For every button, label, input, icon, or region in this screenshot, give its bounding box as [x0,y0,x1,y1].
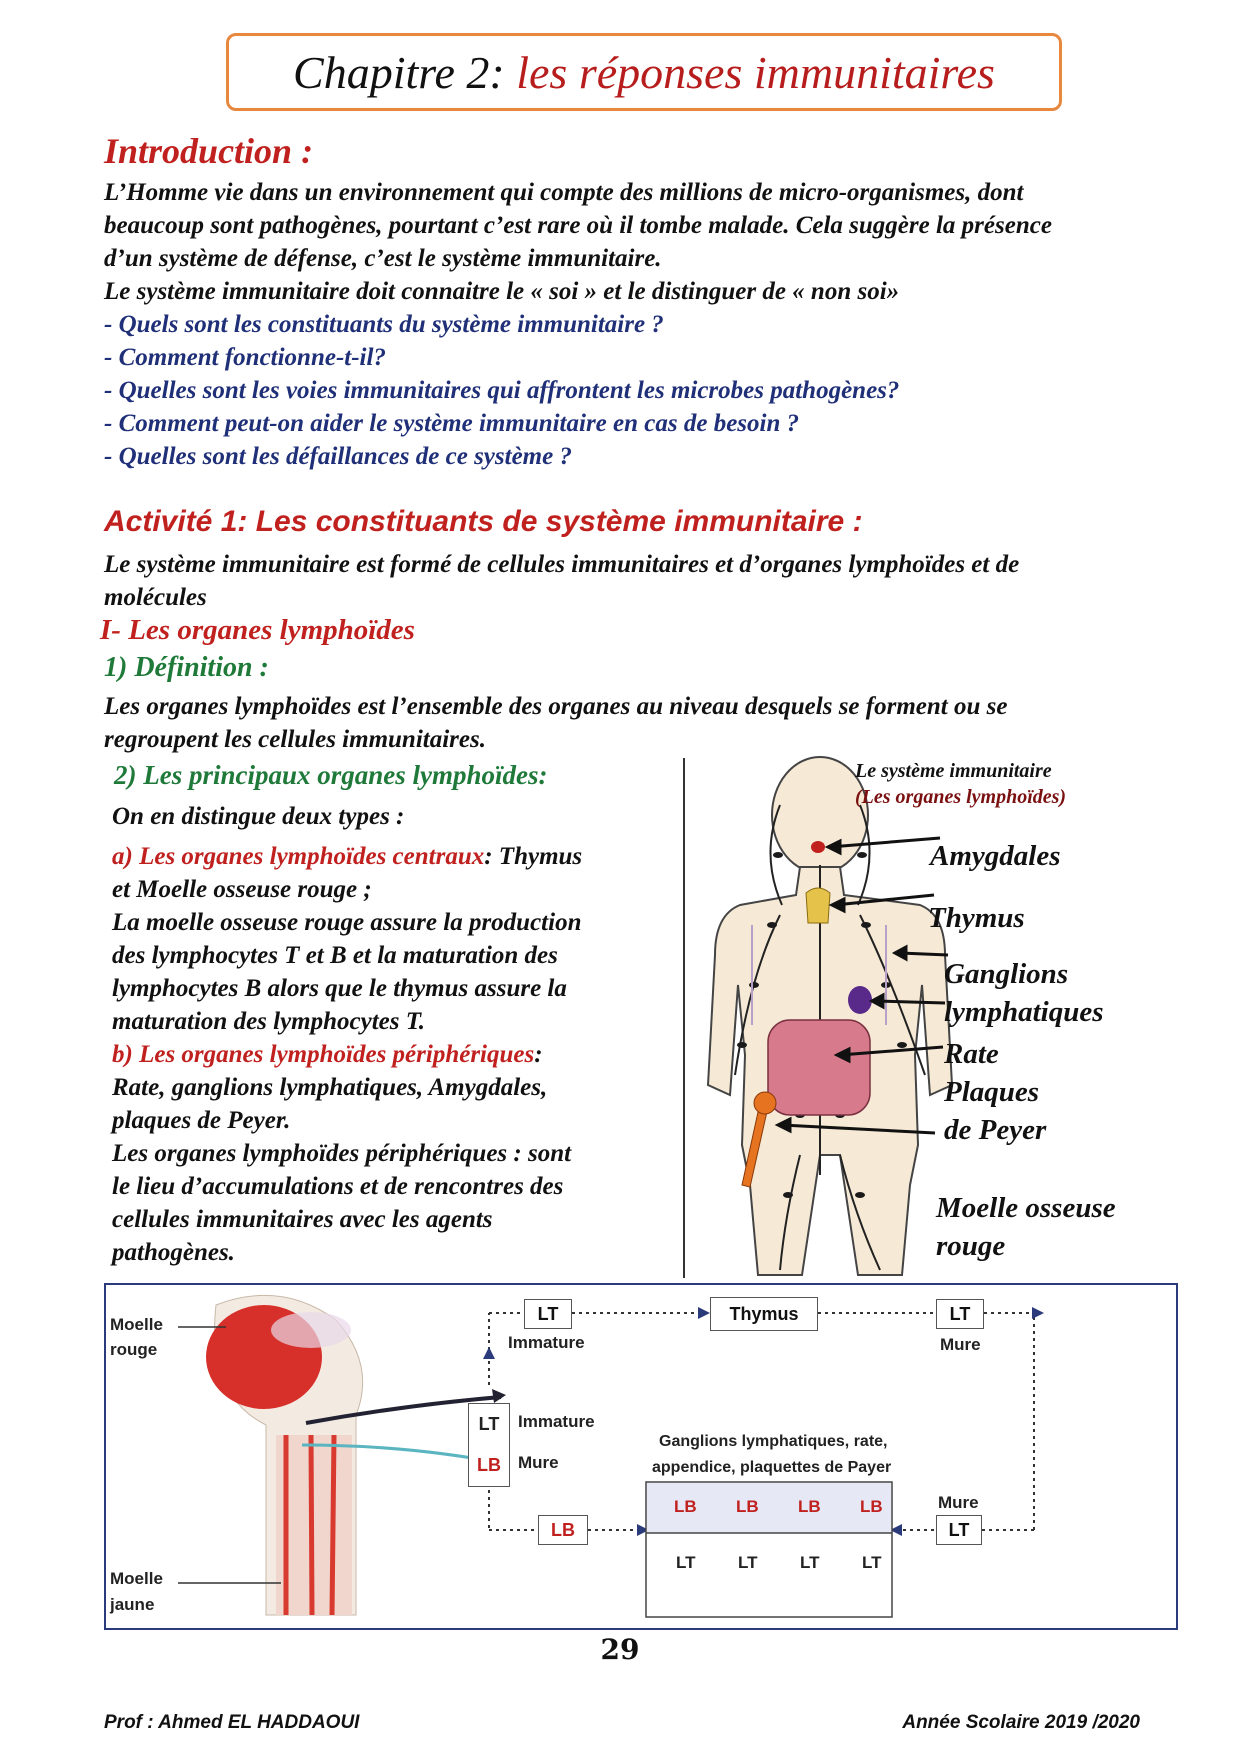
bone-label-moelle-rouge-2: rouge [110,1340,158,1359]
question-2: - Comment fonctionne-t-il? [104,344,386,371]
chapter-title-box [226,33,1062,111]
question-4: - Comment peut-on aider le système immunitaire en cas de besoin ? [104,410,800,437]
label-plaques-1: Plaques [944,1076,1040,1108]
lt-immature-top-box: LT [524,1299,572,1329]
peripheral-organs-line: b) Les organes lymphoïdes périphériques: [112,1041,543,1068]
diagram-graphics [106,1285,1176,1628]
lb-in-organ-3: LB [798,1497,821,1516]
figure-caption-2: (Les organes lymphoïdes) [855,786,1067,808]
page-number: 29 [600,1633,640,1666]
peripheral-organs-label-1: Ganglions lymphatiques, rate, [659,1433,888,1450]
peripheral-line-1: Rate, ganglions lymphatiques, Amygdales, [112,1074,548,1101]
lb-in-organ-4: LB [860,1497,883,1516]
intro-line-3: d’un système de défense, c’est le système immunitaire. [104,245,662,272]
lt-cell-label: LT [478,1414,500,1434]
intro-line-2: beaucoup sont pathogènes, pourtant c’est rare où il tombe malade. Cela suggère la présence [104,212,1052,239]
mure-label-mid: Mure [518,1453,559,1472]
lt-mature-top-box: LT [936,1299,984,1329]
peripheral-line-5: cellules immunitaires avec les agents [112,1206,493,1233]
question-5: - Quelles sont les défaillances de ce système ? [104,443,572,470]
amygdala-shape [811,841,825,853]
immature-label-mid: Immature [518,1412,595,1431]
section-I-heading: I- Les organes lymphoïdes [100,614,415,646]
activity-line-2: molécules [104,584,207,611]
femur-head-shape [754,1092,776,1114]
central-line-4: lymphocytes B alors que le thymus assure la [112,975,567,1002]
arrow-up [483,1347,495,1359]
central-line-5: maturation des lymphocytes T. [112,1008,425,1035]
lt-in-organ-1: LT [676,1553,696,1572]
question-3: - Quelles sont les voies immunitaires qui affrontent les microbes pathogènes? [104,377,900,404]
definition-heading: 1) Définition : [104,652,269,683]
thymus-box: Thymus [710,1297,818,1331]
chapter-title: Chapitre 2: les réponses immunitaires [293,46,995,98]
bone-label-moelle-jaune-1: Moelle [110,1569,163,1588]
lymphocyte-maturation-diagram [104,1283,1178,1630]
mure-label-bottom: Mure [938,1493,979,1512]
label-thymus: Thymus [928,902,1025,934]
bone-illustration [206,1295,363,1615]
label-moelle-2: rouge [936,1230,1006,1262]
peripheral-line-6: pathogènes. [112,1239,235,1266]
intro-line-4: Le système immunitaire doit connaitre le « soi » et le distinguer de « non soi» [104,278,900,305]
lt-in-organ-3: LT [800,1553,820,1572]
question-1: - Quels sont les constituants du système immunitaire ? [104,311,664,338]
label-ganglions-2: lymphatiques [944,996,1104,1028]
peripheral-line-4: le lieu d’accumulations et de rencontres des [112,1173,564,1200]
human-body-illustration [708,757,952,1275]
definition-line-2: regroupent les cellules immunitaires. [104,726,486,753]
bone-label-moelle-jaune-2: jaune [110,1595,155,1614]
footer-author: Prof : Ahmed EL HADDAOUI [104,1712,360,1733]
central-line-3: des lymphocytes T et B et la maturation des [112,942,558,969]
immature-label-top: Immature [508,1333,585,1352]
arrow-to-thymus [698,1307,710,1319]
intro-heading: Introduction : [104,131,314,171]
definition-line-1: Les organes lymphoïdes est l’ensemble des organes au niveau desquels se forment ou se [104,693,1008,720]
lb-mature-bottom-box: LB [538,1515,588,1545]
label-ganglions-1: Ganglions [944,958,1069,990]
label-plaques-2: de Peyer [944,1114,1047,1146]
lb-cell-label: LB [477,1455,501,1475]
label-moelle-1: Moelle osseuse [936,1192,1116,1224]
activity-heading: Activité 1: Les constituants de système immunitaire : [104,505,863,538]
activity-line-1: Le système immunitaire est formé de cellules immunitaires et d’organes lymphoïdes et de [104,551,1020,578]
lt-mature-bottom-box: LT [936,1515,982,1545]
spleen-shape [848,986,872,1014]
column-divider [683,758,685,1278]
types-intro: On en distingue deux types : [112,803,405,830]
lt-in-organ-2: LT [738,1553,758,1572]
peripheral-line-3: Les organes lymphoïdes périphériques : sont [112,1140,572,1167]
bone-marrow-lymphocytes-box [468,1403,510,1487]
bone-label-moelle-rouge-1: Moelle [110,1315,163,1334]
central-organs-line: a) Les organes lymphoïdes centraux: Thymus [112,843,583,870]
peripheral-line-2: plaques de Peyer. [112,1107,291,1134]
principal-organs-heading: 2) Les principaux organes lymphoïdes: [114,760,548,790]
thymus-shape [806,888,830,923]
intro-line-1: L’Homme vie dans un environnement qui compte des millions de micro-organismes, dont [104,179,1024,206]
lb-in-organ-1: LB [674,1497,697,1516]
central-line-1: et Moelle osseuse rouge ; [112,876,372,903]
figure-caption-1: Le système immunitaire [855,760,1052,782]
peripheral-organs-label-2: appendice, plaquettes de Payer [652,1459,892,1476]
lb-in-organ-2: LB [736,1497,759,1516]
label-amygdales: Amygdales [930,840,1061,872]
arrow-to-right [1032,1307,1044,1319]
label-rate: Rate [944,1038,999,1070]
intestine-shape [768,1020,870,1115]
central-line-2: La moelle osseuse rouge assure la production [112,909,582,936]
mure-label-top: Mure [940,1335,981,1354]
lt-in-organ-4: LT [862,1553,882,1572]
footer-year: Année Scolaire 2019 /2020 [902,1712,1140,1733]
